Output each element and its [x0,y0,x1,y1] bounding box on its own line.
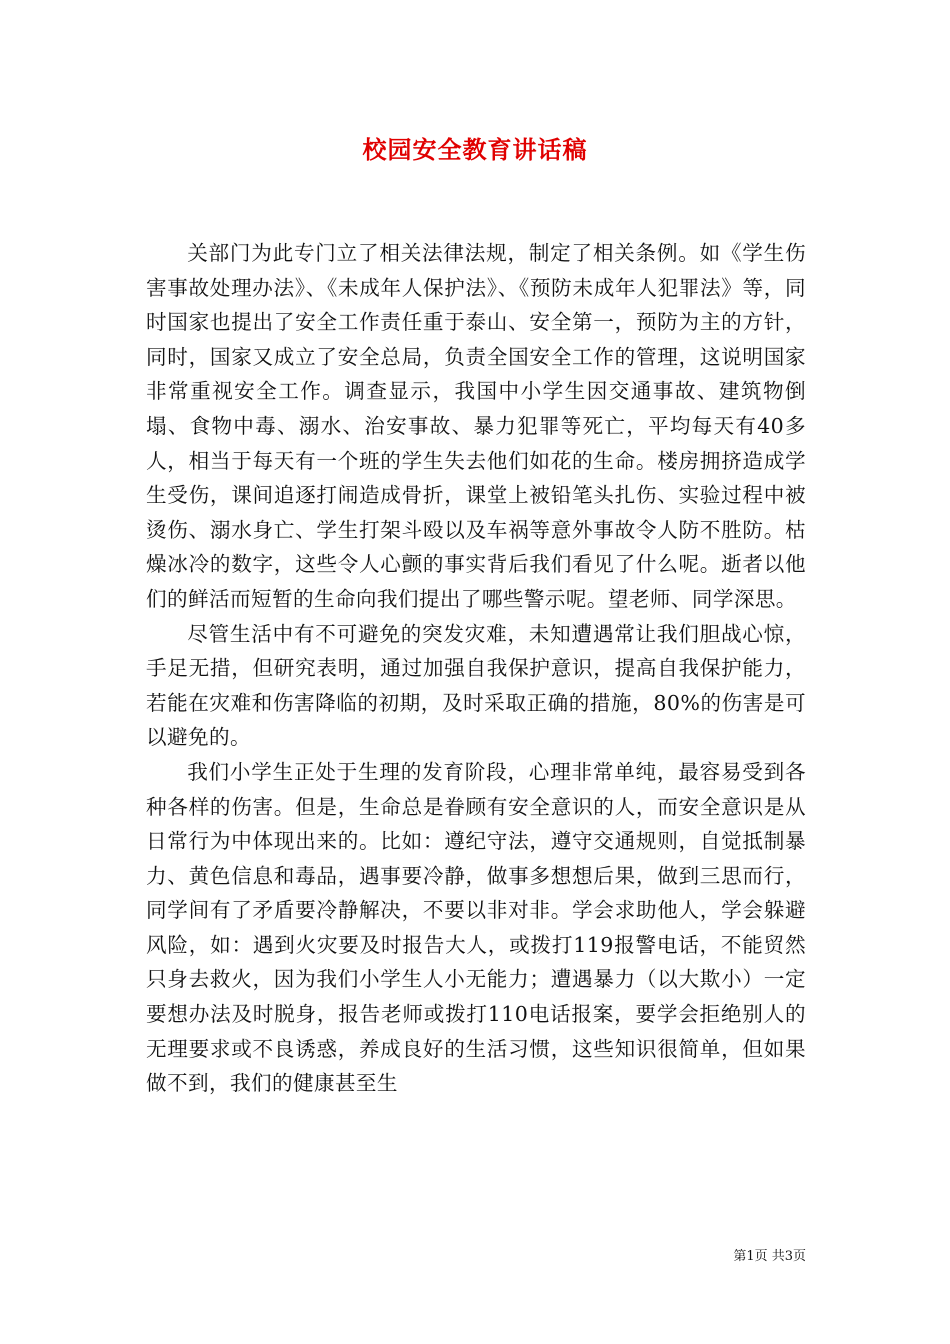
paragraph-2: 尽管生活中有不可避免的突发灾难，未知遭遇常让我们胆战心惊，手足无措，但研究表明，通过加强自我保护意识，提高自我保护能力，若能在灾难和伤害降临的初期，及时采取正确的措施，80%的伤害是可以避免的。 [146,621,806,750]
page-number: 第1页 共3页 [733,1249,806,1264]
paragraph-3: 我们小学生正处于生理的发育阶段，心理非常单纯，最容易受到各种各样的伤害。但是，生命总是眷顾有安全意识的人，而安全意识是从日常行为中体现出来的。比如：遵纪守法，遵守交通规则，自觉抵制暴力、黄色信息和毒品，遇事要冷静，做事多想想后果，做到三思而行，同学间有了矛盾要冷静解决，不要以非对非。学会求助他人，学会躲避风险，如：遇到火灾要及时报告大人，或拨打119报警电话，不能贸然只身去救火，因为我们小学生人小无能力；遭遇暴力（以大欺小）一定要想办法及时脱身，报告老师或拨打110电话报案，要学会拒绝别人的无理要求或不良诱惑，养成良好的生活习惯，这些知识很简单，但如果做不到，我们的健康甚至生 [146,759,806,1096]
document-title: 校园安全教育讲话稿 [362,136,588,164]
document-body [146,236,806,1101]
paragraph-1: 关部门为此专门立了相关法律法规，制定了相关条例。如《学生伤害事故处理办法》、《未成年人保护法》、《预防未成年人犯罪法》等，同时国家也提出了安全工作责任重于泰山、安全第一，预防为主的方针，同时，国家又成立了安全总局，负责全国安全工作的管理，这说明国家非常重视安全工作。调查显示，我国中小学生因交通事故、建筑物倒塌、食物中毒、溺水、治安事故、暴力犯罪等死亡，平均每天有40多人，相当于每天有一个班的学生失去他们如花的生命。楼房拥挤造成学生受伤，课间追逐打闹造成骨折，课堂上被铅笔头扎伤、实验过程中被烫伤、溺水身亡、学生打架斗殴以及车祸等意外事故令人防不胜防。枯燥冰冷的数字，这些令人心颤的事实背后我们看见了什么呢。逝者以他们的鲜活而短暂的生命向我们提出了哪些警示呢。望老师、同学深思。 [146,241,806,611]
